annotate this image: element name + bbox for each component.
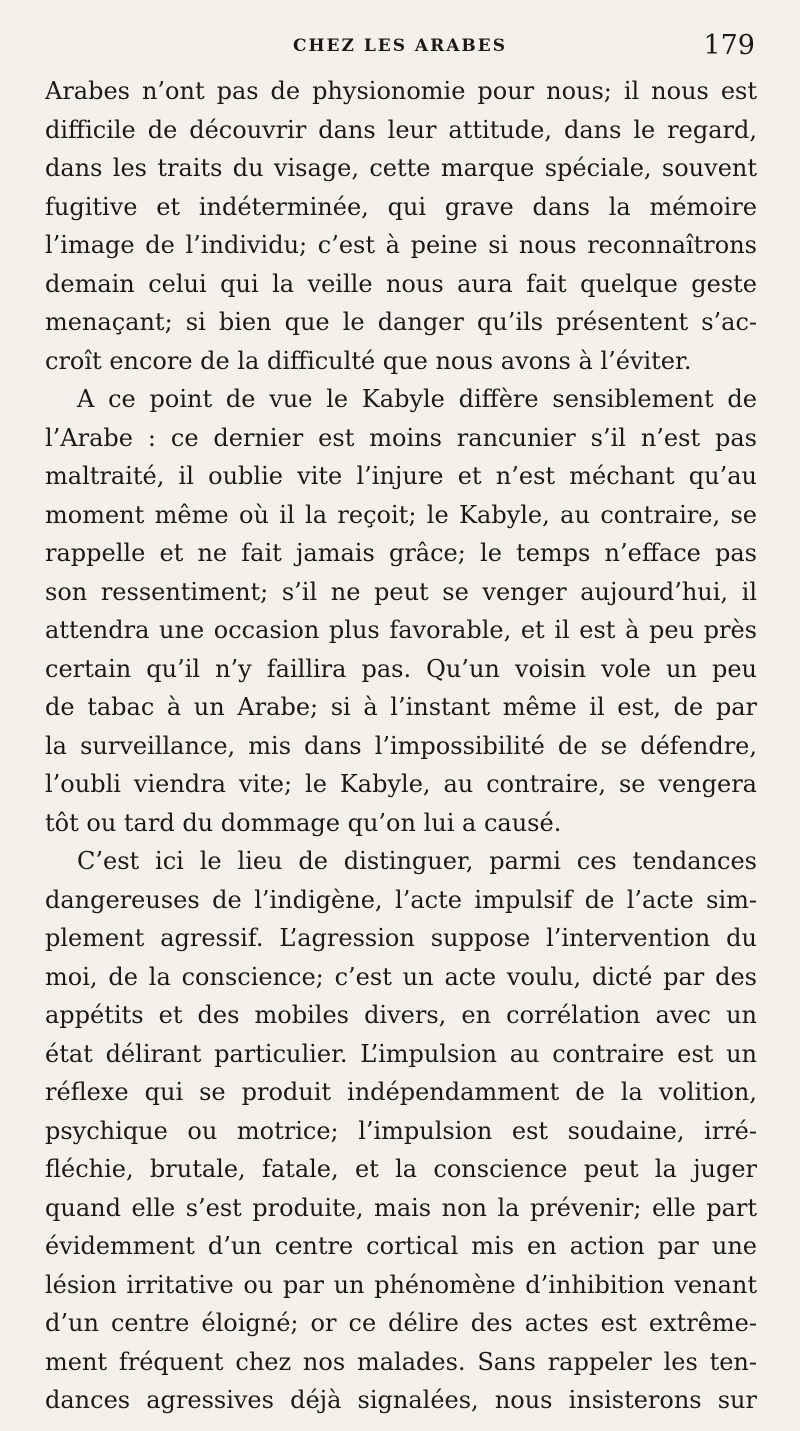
text-line: quand elle s’est produite, mais non la prévenir; elle part	[45, 1193, 757, 1222]
text-line: Arabes n’ont pas de physionomie pour nous; il nous est	[45, 77, 757, 105]
text-line: difficile de découvrir dans leur attitude, dans le regard,	[45, 115, 757, 144]
text-line: réflexe qui se produit indépendamment de la volition,	[45, 1078, 757, 1106]
text-line: moi, de la conscience; c’est un acte voulu, dicté par des	[45, 962, 757, 991]
text-line: attendra une occasion plus favorable, et il est à peu près	[45, 616, 757, 644]
running-header	[45, 28, 755, 68]
text-line: tôt ou tard du dommage qu’on lui a causé.	[45, 808, 562, 837]
text-line: son ressentiment; s’il ne peut se venger aujourd’hui, il	[45, 577, 757, 606]
text-line: d’un centre éloigné; or ce délire des actes est extrême-	[45, 1309, 757, 1337]
text-line: plement agressif. L’agression suppose l’intervention du	[45, 924, 757, 952]
text-line: évidemment d’un centre cortical mis en action par une	[45, 1232, 757, 1260]
text-line: dances agressives déjà signalées, nous insisterons sur	[45, 1386, 757, 1414]
text-line: fugitive et indéterminée, qui grave dans la mémoire	[45, 192, 757, 221]
text-line: lésion irritative ou par un phénomène d’inhibition venant	[45, 1270, 757, 1299]
text-line: de tabac à un Arabe; si à l’instant même il est, de par	[45, 693, 757, 721]
text-line: croît encore de la difficulté que nous avons à l’éviter.	[45, 346, 692, 375]
text-line: la surveillance, mis dans l’impossibilité de se défendre,	[45, 731, 757, 760]
page-number: 179	[703, 30, 755, 61]
text-line: psychique ou motrice; l’impulsion est soudaine, irré-	[45, 1116, 757, 1145]
text-line: demain celui qui la veille nous aura fait quelque geste	[45, 269, 757, 298]
text-line: rappelle et ne fait jamais grâce; le temps n’efface pas	[45, 539, 757, 567]
text-line: fléchie, brutale, fatale, et la conscience peut la juger	[45, 1155, 757, 1183]
text-line: ment fréquent chez nos malades. Sans rappeler les ten-	[45, 1347, 757, 1376]
text-line: certain qu’il n’y faillira pas. Qu’un voisin vole un peu	[45, 654, 757, 683]
text-line: l’image de l’individu; c’est à peine si nous reconnaîtrons	[45, 231, 757, 259]
text-line: moment même où il la reçoit; le Kabyle, au contraire, se	[45, 500, 757, 529]
text-line: A ce point de vue le Kabyle diffère sensiblement de	[77, 385, 757, 413]
text-line: l’oubli viendra vite; le Kabyle, au contraire, se vengera	[45, 770, 757, 798]
body-text	[45, 72, 757, 1420]
text-line: l’Arabe : ce dernier est moins rancunier s’il n’est pas	[45, 423, 757, 452]
text-line: dans les traits du visage, cette marque spéciale, souvent	[45, 154, 757, 182]
running-title: CHEZ LES ARABES	[292, 36, 508, 56]
text-line: maltraité, il oublie vite l’injure et n’est méchant qu’au	[45, 462, 757, 490]
text-line: appétits et des mobiles divers, en corrélation avec un	[45, 1001, 757, 1029]
text-line: menaçant; si bien que le danger qu’ils présentent s’ac-	[45, 308, 757, 336]
text-line: dangereuses de l’indigène, l’acte impulsif de l’acte sim-	[45, 885, 757, 914]
text-line: état délirant particulier. L’impulsion au contraire est un	[45, 1039, 757, 1068]
text-line: C’est ici le lieu de distinguer, parmi ces tendances	[77, 847, 757, 875]
